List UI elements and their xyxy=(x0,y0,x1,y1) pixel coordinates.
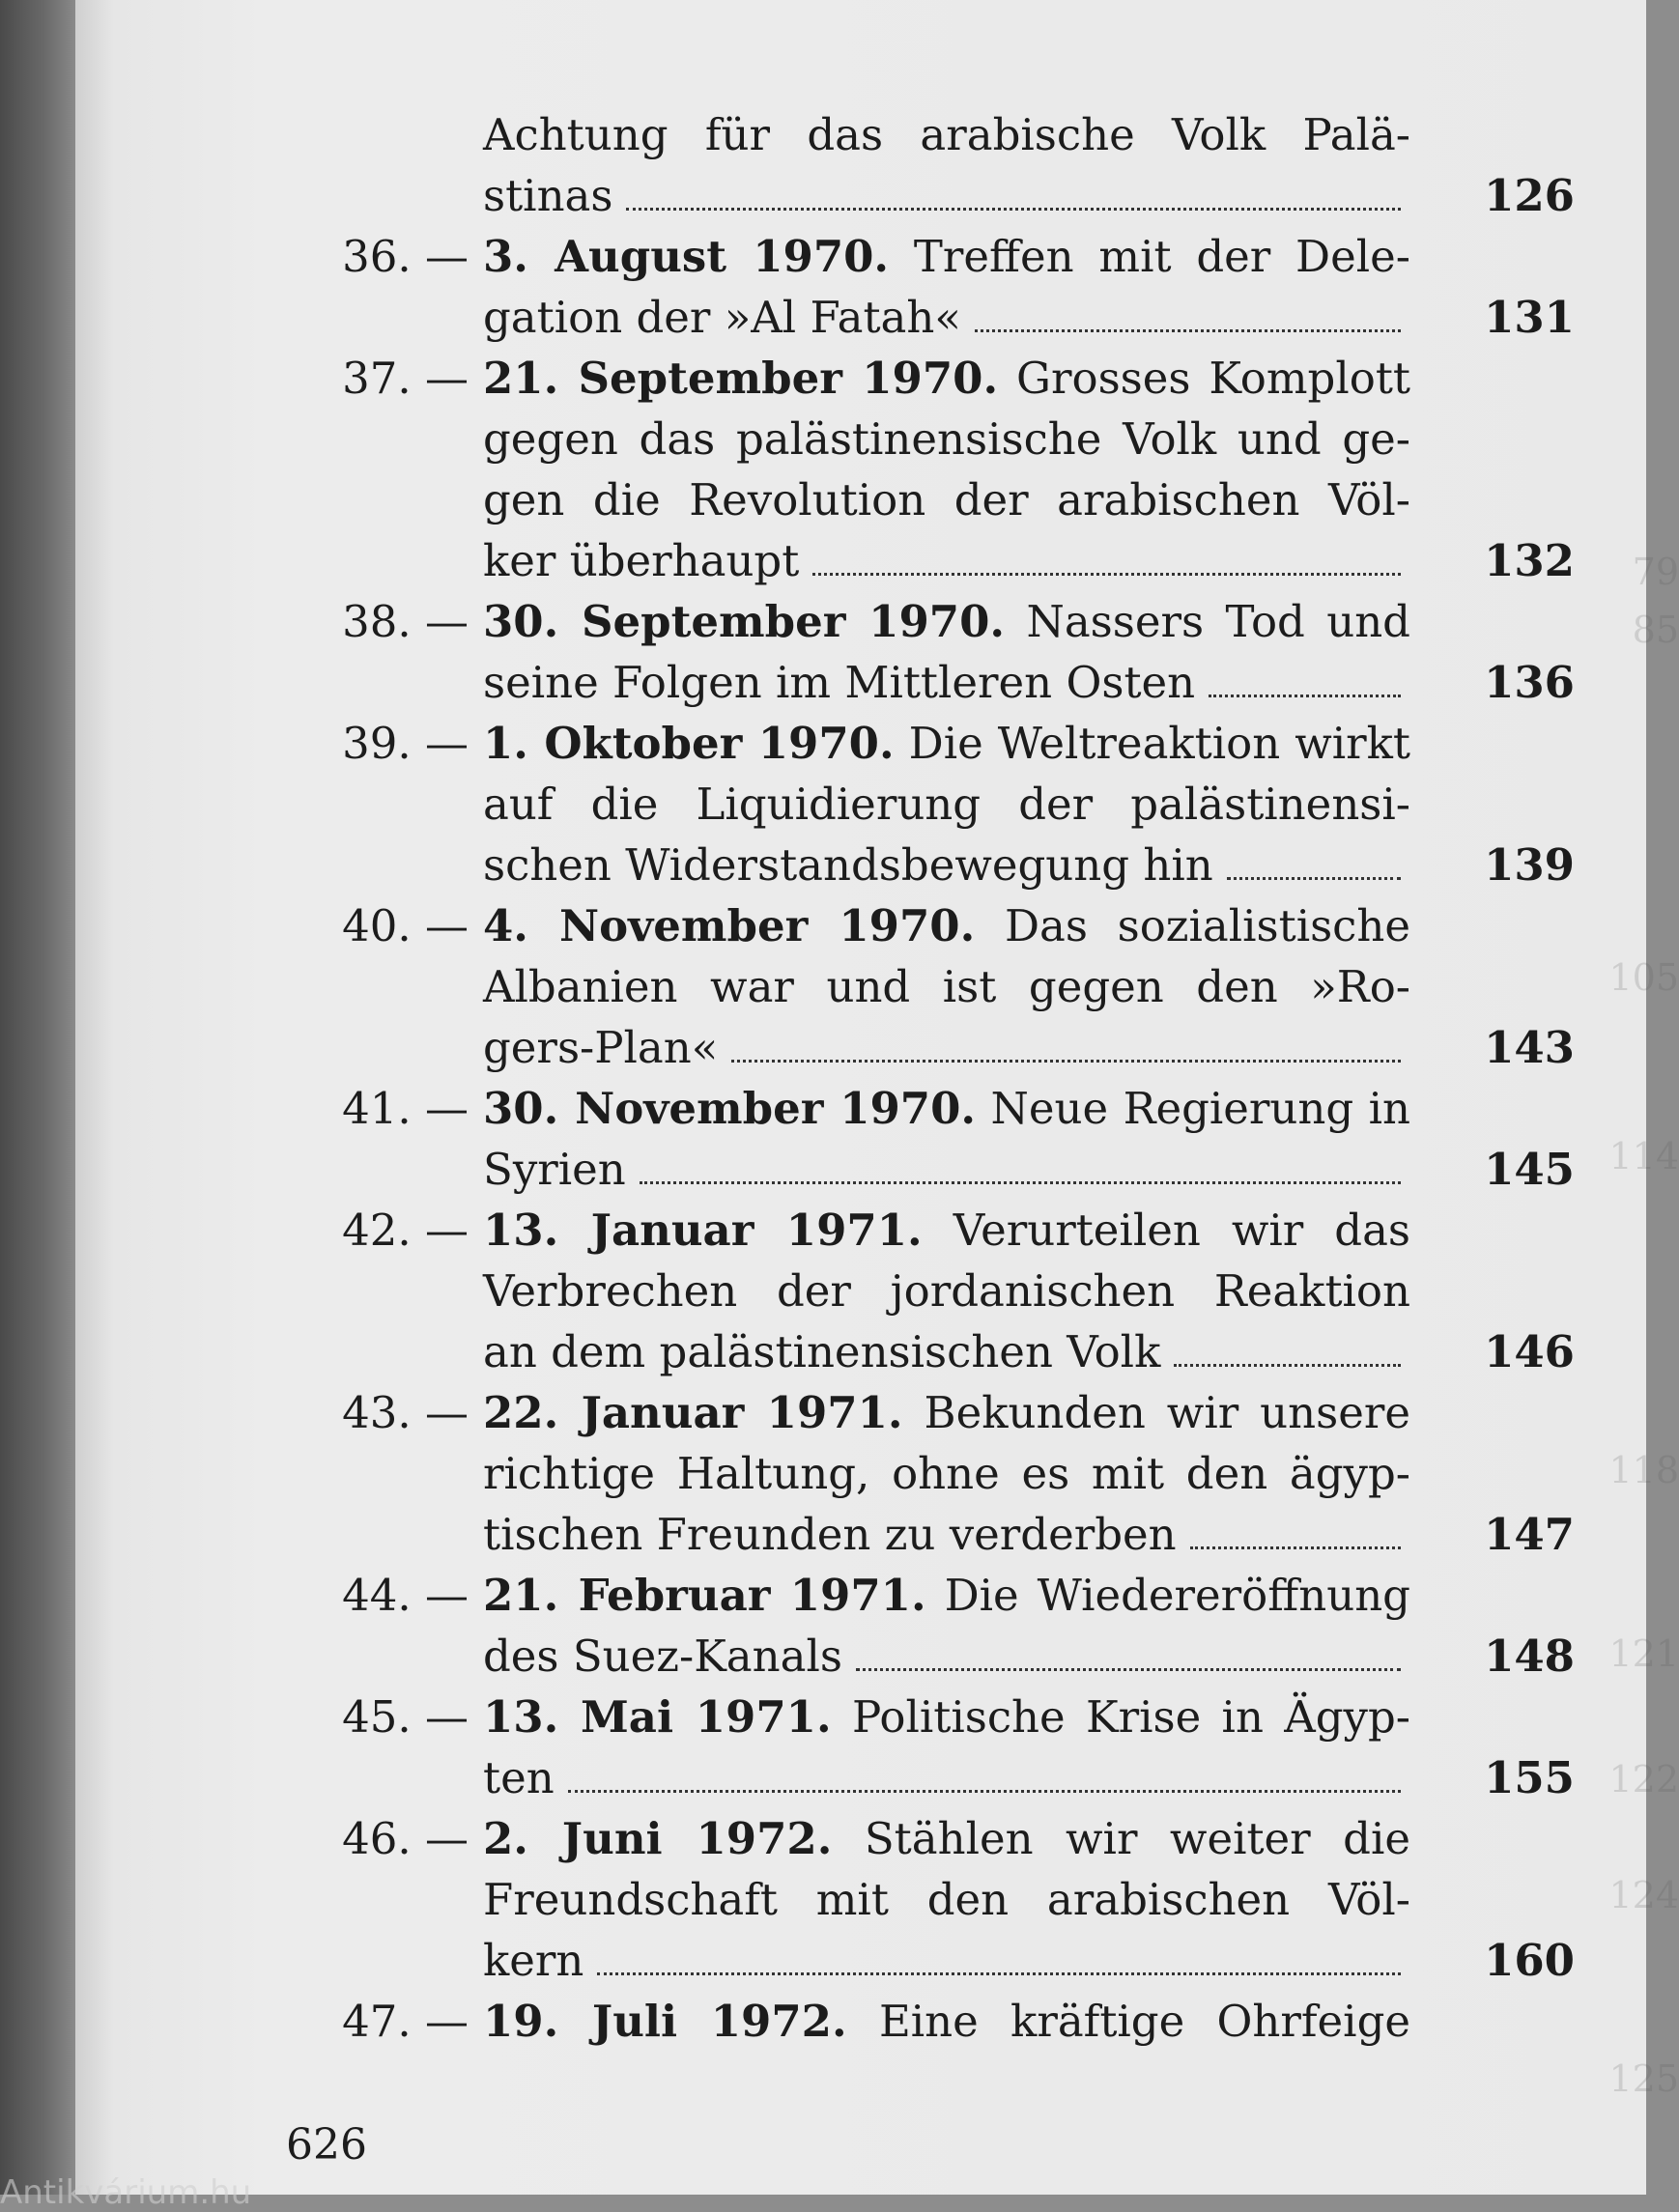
entry-text: Achtung für das arabische Volk Palä- xyxy=(483,109,1410,160)
entry-number: 37. — xyxy=(342,353,469,404)
dot-leader xyxy=(1174,1364,1401,1367)
entry-text: Die Wiedereröffnung xyxy=(944,1570,1410,1621)
toc-line xyxy=(483,713,1410,774)
toc-page-ref: 139 xyxy=(1484,839,1575,891)
entry-number: 38. — xyxy=(342,596,469,647)
toc-line xyxy=(483,1565,1410,1626)
toc-page-ref: 126 xyxy=(1484,170,1575,221)
entry-date: 30. November 1970. xyxy=(483,1083,977,1134)
entry-text: seine Folgen im Mittleren Osten xyxy=(483,657,1196,708)
toc-line xyxy=(483,1869,1410,1930)
table-of-contents xyxy=(299,104,1575,2052)
entry-text: auf die Liquidierung der palästinensi- xyxy=(483,779,1410,830)
toc-entry xyxy=(299,713,1575,895)
entry-number: 46. — xyxy=(342,1813,469,1864)
toc-entry xyxy=(299,1200,1575,1382)
entry-text: Stählen wir weiter die xyxy=(864,1813,1410,1864)
entry-number: 39. — xyxy=(342,718,469,769)
toc-entry-continuation xyxy=(299,104,1575,226)
dot-leader xyxy=(640,1181,1401,1184)
entry-text: richtige Haltung, ohne es mit den ägyp- xyxy=(483,1448,1410,1499)
entry-text: Treffen mit der Dele- xyxy=(913,231,1410,282)
entry-number: 47. — xyxy=(342,1996,469,2047)
entry-text: gen die Revolution der arabischen Völ- xyxy=(483,474,1410,525)
book-spine-shadow xyxy=(0,0,75,2195)
toc-page-ref: 146 xyxy=(1484,1326,1575,1377)
entry-date: 21. September 1970. xyxy=(483,353,999,404)
entry-text: Albanien war und ist gegen den »Ro- xyxy=(483,961,1410,1012)
toc-line xyxy=(483,591,1410,652)
toc-entry xyxy=(299,1808,1575,1991)
dot-leader xyxy=(812,573,1401,576)
entry-text: Bekunden wir unsere xyxy=(924,1387,1410,1438)
entry-text: gers-Plan« xyxy=(483,1022,719,1073)
entry-text: Verbrechen der jordanischen Reaktion xyxy=(483,1265,1410,1317)
toc-line xyxy=(483,1382,1410,1443)
entry-text: gation der »Al Fatah« xyxy=(483,292,961,343)
toc-line xyxy=(483,348,1410,409)
toc-line xyxy=(483,1443,1410,1504)
entry-text: tischen Freunden zu verderben xyxy=(483,1509,1177,1560)
toc-line xyxy=(483,1747,1575,1808)
show-through-text: 79 85 105 114 118 121 122 124 125 xyxy=(1608,551,1679,2100)
toc-page-ref: 147 xyxy=(1484,1509,1575,1560)
toc-page-ref: 143 xyxy=(1484,1022,1575,1073)
toc-line xyxy=(483,1808,1410,1869)
toc-entry xyxy=(299,1382,1575,1565)
toc-page-ref: 160 xyxy=(1484,1935,1575,1986)
dot-leader xyxy=(568,1790,1401,1793)
entry-text: ten xyxy=(483,1752,555,1803)
toc-line xyxy=(483,956,1410,1017)
entry-text: kern xyxy=(483,1935,584,1986)
dot-leader xyxy=(597,1972,1401,1975)
entry-text: Die Weltreaktion wirkt xyxy=(908,718,1410,769)
toc-line xyxy=(483,287,1575,348)
entry-text: Eine kräftige Ohrfeige xyxy=(878,1996,1411,2047)
entry-number: 45. — xyxy=(342,1691,469,1743)
entry-text: Syrien xyxy=(483,1144,626,1195)
entry-number: 40. — xyxy=(342,900,469,951)
entry-date: 19. Juli 1972. xyxy=(483,1996,847,2047)
toc-entry xyxy=(299,348,1575,591)
toc-line xyxy=(483,774,1410,835)
toc-line xyxy=(483,469,1410,530)
entry-text: Politische Krise in Ägyp- xyxy=(851,1691,1410,1743)
toc-line xyxy=(483,104,1410,165)
toc-line xyxy=(483,895,1410,956)
entry-text: des Suez-Kanals xyxy=(483,1631,842,1682)
dot-leader xyxy=(731,1060,1401,1063)
entry-number: 42. — xyxy=(342,1205,469,1256)
toc-line xyxy=(483,1504,1575,1565)
toc-page-ref: 145 xyxy=(1484,1144,1575,1195)
entry-text: an dem palästinensischen Volk xyxy=(483,1326,1161,1377)
toc-line xyxy=(483,835,1575,895)
entry-text: Nassers Tod und xyxy=(1026,596,1410,647)
entry-text: Das sozialistische xyxy=(1004,900,1410,951)
toc-line xyxy=(483,1200,1410,1261)
toc-line xyxy=(483,165,1575,226)
toc-line xyxy=(483,1261,1410,1321)
toc-line xyxy=(483,1991,1410,2052)
entry-date: 1. Oktober 1970. xyxy=(483,718,895,769)
toc-page-ref: 131 xyxy=(1484,292,1575,343)
dot-leader xyxy=(1190,1546,1401,1549)
toc-entry xyxy=(299,226,1575,348)
entry-number: 41. — xyxy=(342,1083,469,1134)
toc-entry xyxy=(299,1565,1575,1687)
entry-date: 30. September 1970. xyxy=(483,596,1006,647)
toc-line xyxy=(483,409,1410,469)
toc-entry xyxy=(299,895,1575,1078)
toc-line xyxy=(483,1321,1575,1382)
dot-leader xyxy=(1209,695,1401,697)
entry-number: 44. — xyxy=(342,1570,469,1621)
toc-page-ref: 136 xyxy=(1484,657,1575,708)
entry-number: 43. — xyxy=(342,1387,469,1438)
toc-entry xyxy=(299,1687,1575,1808)
watermark: Antikvárium.hu xyxy=(0,2173,252,2212)
entry-date: 21. Februar 1971. xyxy=(483,1570,926,1621)
entry-date: 13. Mai 1971. xyxy=(483,1691,832,1743)
toc-entry xyxy=(299,1078,1575,1200)
toc-line xyxy=(483,1017,1575,1078)
toc-entry xyxy=(299,1991,1575,2052)
dot-leader xyxy=(626,208,1401,211)
entry-text: gegen das palästinensische Volk und ge- xyxy=(483,413,1410,465)
entry-text: Verurteilen wir das xyxy=(953,1205,1410,1256)
toc-line xyxy=(483,530,1575,591)
toc-page-ref: 155 xyxy=(1484,1752,1575,1803)
toc-line xyxy=(483,226,1410,287)
toc-line xyxy=(483,1930,1575,1991)
dot-leader xyxy=(975,329,1401,332)
entry-text: ker überhaupt xyxy=(483,535,800,586)
dot-leader xyxy=(1227,877,1401,880)
entry-text: Freundschaft mit den arabischen Völ- xyxy=(483,1874,1410,1925)
toc-entry xyxy=(299,591,1575,713)
toc-line xyxy=(483,1626,1575,1687)
entry-date: 3. August 1970. xyxy=(483,231,890,282)
toc-line xyxy=(483,1139,1575,1200)
toc-line xyxy=(483,652,1575,713)
entry-text: schen Widerstandsbewegung hin xyxy=(483,839,1213,891)
dot-leader xyxy=(856,1668,1401,1671)
toc-line xyxy=(483,1078,1410,1139)
entry-date: 2. Juni 1972. xyxy=(483,1813,833,1864)
entry-text: stinas xyxy=(483,170,613,221)
entry-text: Neue Regierung in xyxy=(990,1083,1410,1134)
entry-number: 36. — xyxy=(342,231,469,282)
toc-page-ref: 148 xyxy=(1484,1631,1575,1682)
entry-date: 13. Januar 1971. xyxy=(483,1205,923,1256)
entry-date: 4. November 1970. xyxy=(483,900,976,951)
entry-text: Grosses Komplott xyxy=(1016,353,1410,404)
toc-page-ref: 132 xyxy=(1484,535,1575,586)
toc-line xyxy=(483,1687,1410,1747)
page-number: 626 xyxy=(286,2120,367,2169)
entry-date: 22. Januar 1971. xyxy=(483,1387,903,1438)
